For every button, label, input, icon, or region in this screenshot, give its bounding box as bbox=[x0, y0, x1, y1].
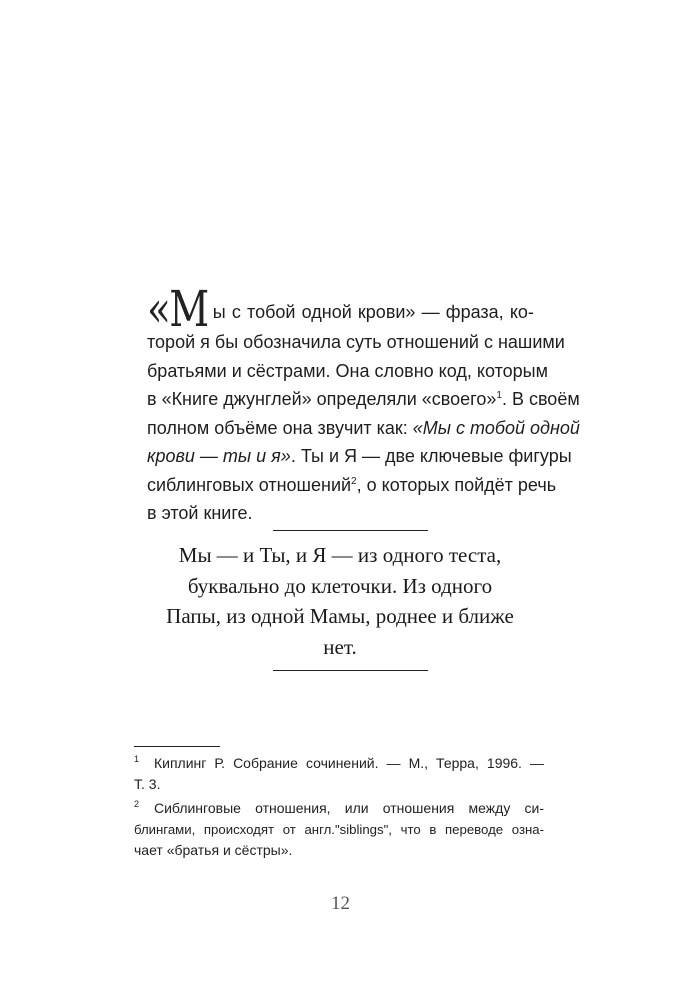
footnote-2 bbox=[134, 798, 544, 861]
page-number: 12 bbox=[331, 893, 350, 914]
paragraph-line-3: братьями и сёстрами. Она словно код, которым bbox=[147, 360, 548, 381]
paragraph-line-6: крови — ты и я». Ты и Я — две ключевые фигуры bbox=[147, 446, 572, 466]
footnote-1-line-2: Т. 3. bbox=[134, 776, 161, 792]
quote-line-1: Мы — и Ты, и Я — из одного теста, bbox=[178, 543, 502, 567]
quote-line-3: Папы, из одной Мамы, роднее и ближе bbox=[166, 604, 514, 628]
drop-cap: «М bbox=[147, 280, 208, 338]
footnote-2-line-3: чает «братья и сёстры». bbox=[134, 842, 293, 858]
paragraph-line-7: сиблинговых отношений$^2$, о которых пойдёт речь bbox=[147, 474, 557, 495]
paragraph-line-1: ы с тобой одной крови» — фраза, ко- bbox=[212, 301, 534, 322]
main-paragraph bbox=[147, 268, 580, 528]
quote-top-divider bbox=[273, 530, 428, 531]
footnotes bbox=[134, 753, 544, 861]
quote-line-4: нет. bbox=[323, 634, 357, 659]
footnote-1 bbox=[134, 753, 544, 795]
paragraph-line-8: в этой книге. bbox=[147, 503, 253, 523]
footnote-ref-1[interactable]: 1 bbox=[496, 390, 502, 401]
paragraph-line-4: в «Книге джунглей» определяли «своего»$^1$. В своём bbox=[147, 389, 580, 409]
paragraph-line-2: торой я бы обозначила суть отношений с нашими bbox=[147, 332, 565, 352]
footnote-ref-2[interactable]: 2 bbox=[351, 475, 357, 487]
quote-bottom-divider bbox=[273, 670, 428, 671]
pull-quote bbox=[140, 540, 540, 662]
footnote-separator bbox=[134, 746, 220, 747]
first-line-with-dropcap bbox=[147, 268, 534, 338]
footnote-2-line-1: 2 Сиблинговые отношения, или отношения между си- bbox=[134, 799, 544, 816]
footnote-2-line-2: блингами, происходят от англ."siblings", что в переводе озна- bbox=[134, 822, 544, 837]
footnote-1-line-1: 1 Киплинг Р. Собрание сочинений. — М., Терра, 1996. — bbox=[134, 754, 544, 771]
quote-line-2: буквально до клеточки. Из одного bbox=[187, 573, 493, 598]
paragraph-line-5: полном объёме она звучит как: «Мы с тобой одной bbox=[147, 417, 580, 438]
